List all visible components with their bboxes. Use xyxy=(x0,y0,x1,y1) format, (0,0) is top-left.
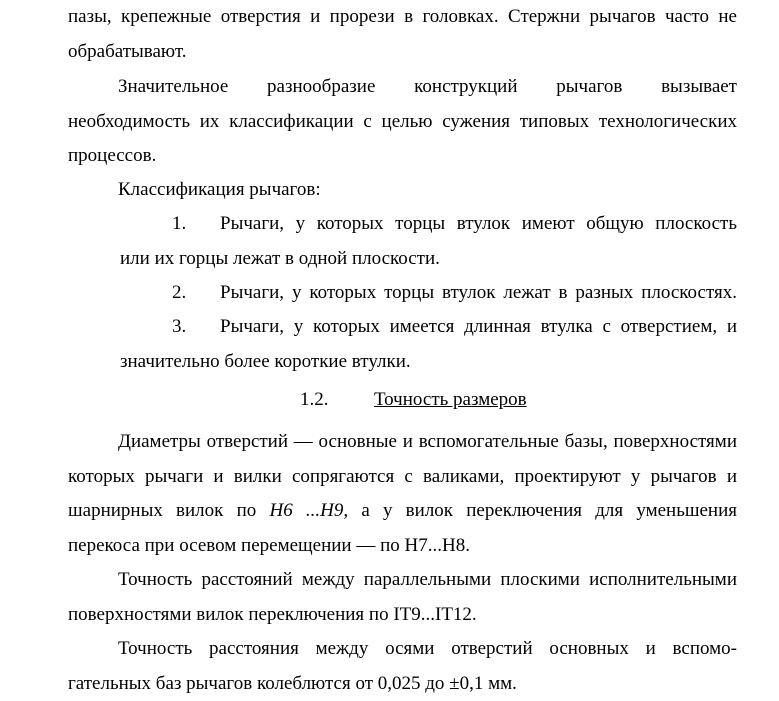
paragraph-accuracy-1 xyxy=(68,563,737,632)
paragraph-accuracy-2 xyxy=(68,632,737,701)
list-text: Рычаги, у которых торцы втулок лежат в разных плоскостях. xyxy=(220,282,737,303)
list-text-continued: значительно более короткие втулки. xyxy=(120,350,411,372)
list-item xyxy=(120,310,737,379)
text-span: шарнирных вилок по xyxy=(68,500,270,521)
paragraph-top xyxy=(68,0,737,69)
classification-label xyxy=(68,173,737,208)
text-line: гательных баз рычагов колеблются от 0,025 до ±0,1 мм. xyxy=(68,672,517,694)
text-line: которых рычаги и вилки сопрягаются с валиками, проектируют у рычагов и xyxy=(68,465,737,487)
text-span: а у вилок переключения для уменьшения xyxy=(361,500,737,521)
list-item xyxy=(120,207,737,276)
text-line: Точность расстояний между параллельными плоскими исполнительными xyxy=(118,569,737,590)
list-number: 3. xyxy=(172,316,187,337)
text-line: поверхностями вилок переключения по IT9...IT12. xyxy=(68,603,477,625)
paragraph-diameters xyxy=(68,425,737,563)
text-line: Диаметры отверстий — основные и вспомогательные базы, поверхностями xyxy=(118,431,737,452)
text-line: обрабатывают. xyxy=(68,40,187,62)
list-item xyxy=(120,276,737,311)
text-line: необходимость их классификации с целью сужения типовых технологических xyxy=(68,110,737,132)
text-line: процессов. xyxy=(68,145,157,166)
list-text-continued: или их горцы лежат в одной плоскости. xyxy=(120,247,440,269)
section-title: Точность размеров xyxy=(374,389,527,410)
text-line: Точность расстояния между осями отверстий основных и вспомо- xyxy=(118,638,737,659)
list-number: 2. xyxy=(172,282,187,303)
text-line: Значительное разнообразие конструкций рычагов вызывает xyxy=(118,76,737,97)
text-line xyxy=(68,494,737,529)
text-line: перекоса при осевом перемещении — по Н7...Н8. xyxy=(68,534,470,556)
text-line: пазы, крепежные отверстия и прорези в головках. Стержни рычагов часто не xyxy=(68,6,737,27)
list-number: 1. xyxy=(172,213,187,234)
section-number: 1.2. xyxy=(300,389,329,410)
paragraph-variety xyxy=(68,70,737,174)
list-text: Рычаги, у которых торцы втулок имеют общую плоскость xyxy=(220,213,737,234)
list-text: Рычаги, у которых имеется длинная втулка с отверстием, и xyxy=(220,316,737,337)
text-line: Классификация рычагов: xyxy=(118,179,321,200)
italic-tolerance: Н6 ...Н9, xyxy=(269,500,349,521)
